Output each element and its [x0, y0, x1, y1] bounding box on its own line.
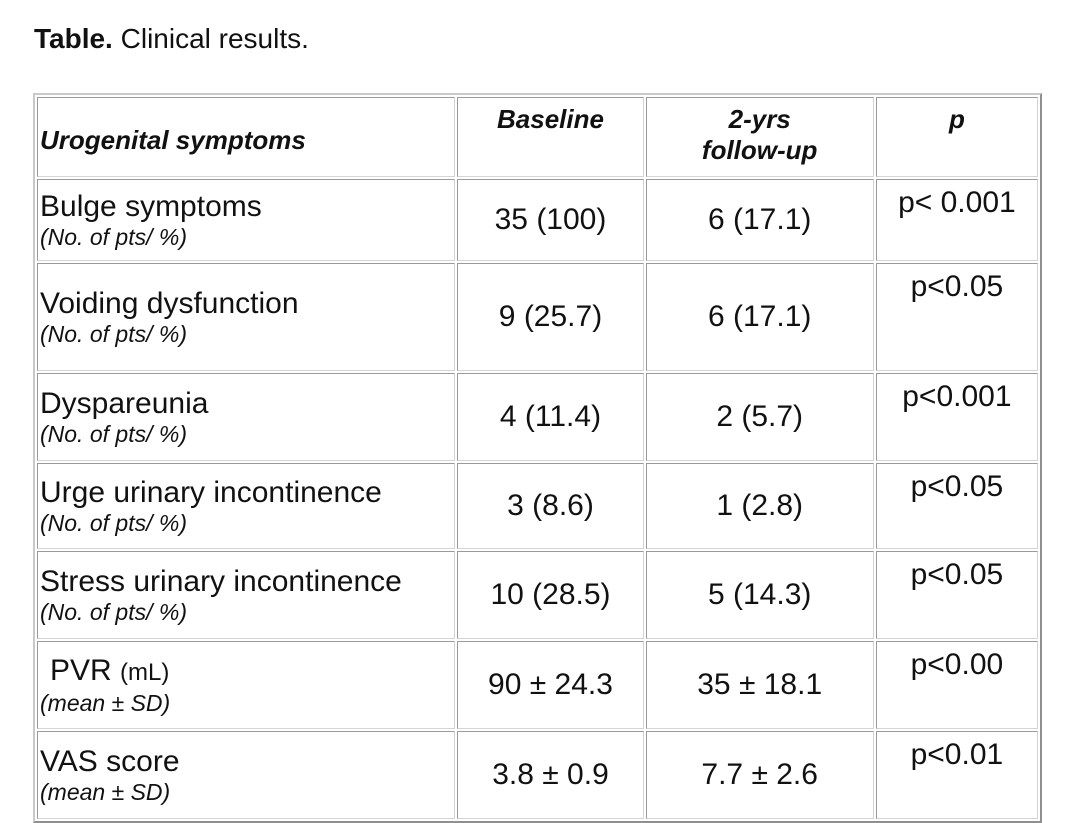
- followup-value: 35 ± 18.1: [646, 641, 874, 729]
- row-label: Urge urinary incontinence: [40, 475, 382, 509]
- table-row: [37, 641, 1038, 729]
- row-unit: (mL): [120, 658, 170, 686]
- caption-label: Table.: [34, 23, 113, 54]
- row-label-cell: [37, 551, 455, 639]
- p-value: p<0.00: [876, 641, 1038, 729]
- table-header-row: [37, 97, 1038, 177]
- row-label-cell: [37, 463, 455, 549]
- header-p: p: [876, 97, 1038, 177]
- p-value: p< 0.001: [876, 179, 1038, 261]
- followup-value: 6 (17.1): [646, 263, 874, 371]
- row-label-cell: [37, 263, 455, 371]
- row-sublabel: (mean ± SD): [40, 689, 171, 716]
- header-urogenital-symptoms: Urogenital symptoms: [37, 97, 455, 177]
- followup-value: 1 (2.8): [646, 463, 874, 549]
- baseline-value: 3.8 ± 0.9: [457, 731, 643, 819]
- followup-value: 7.7 ± 2.6: [646, 731, 874, 819]
- row-label: Bulge symptoms: [40, 189, 262, 223]
- followup-value: 2 (5.7): [646, 373, 874, 461]
- p-value: p<0.05: [876, 463, 1038, 549]
- p-value: p<0.001: [876, 373, 1038, 461]
- p-value: p<0.05: [876, 551, 1038, 639]
- table-row: [37, 551, 1038, 639]
- p-value: p<0.01: [876, 731, 1038, 819]
- row-label: PVR: [50, 653, 112, 687]
- row-label-cell: [37, 179, 455, 261]
- header-follow-up-line2: follow-up: [701, 135, 818, 165]
- row-sublabel: (No. of pts/ %): [40, 420, 187, 447]
- clinical-results-table: [33, 93, 1042, 823]
- table-caption: [34, 22, 309, 56]
- caption-text: Clinical results.: [120, 23, 309, 54]
- header-follow-up-line1: 2-yrs: [728, 104, 791, 134]
- baseline-value: 10 (28.5): [457, 551, 643, 639]
- row-label: Voiding dysfunction: [40, 286, 299, 320]
- baseline-value: 9 (25.7): [457, 263, 643, 371]
- table-row: [37, 263, 1038, 371]
- row-sublabel: (No. of pts/ %): [40, 320, 187, 347]
- table-row: [37, 731, 1038, 819]
- row-label: Dyspareunia: [40, 386, 209, 420]
- table-row: [37, 179, 1038, 261]
- row-label-cell: [37, 641, 455, 729]
- row-label-cell: [37, 731, 455, 819]
- header-follow-up: [646, 97, 874, 177]
- header-baseline: Baseline: [457, 97, 643, 177]
- baseline-value: 90 ± 24.3: [457, 641, 643, 729]
- row-sublabel: (mean ± SD): [40, 778, 171, 805]
- row-sublabel: (No. of pts/ %): [40, 509, 187, 536]
- followup-value: 6 (17.1): [646, 179, 874, 261]
- table-row: [37, 373, 1038, 461]
- p-value: p<0.05: [876, 263, 1038, 371]
- baseline-value: 35 (100): [457, 179, 643, 261]
- baseline-value: 3 (8.6): [457, 463, 643, 549]
- row-label-cell: [37, 373, 455, 461]
- baseline-value: 4 (11.4): [457, 373, 643, 461]
- table-row: [37, 463, 1038, 549]
- row-sublabel: (No. of pts/ %): [40, 598, 187, 625]
- row-label: Stress urinary incontinence: [40, 564, 402, 598]
- followup-value: 5 (14.3): [646, 551, 874, 639]
- row-label: VAS score: [40, 744, 180, 778]
- row-sublabel: (No. of pts/ %): [40, 223, 187, 250]
